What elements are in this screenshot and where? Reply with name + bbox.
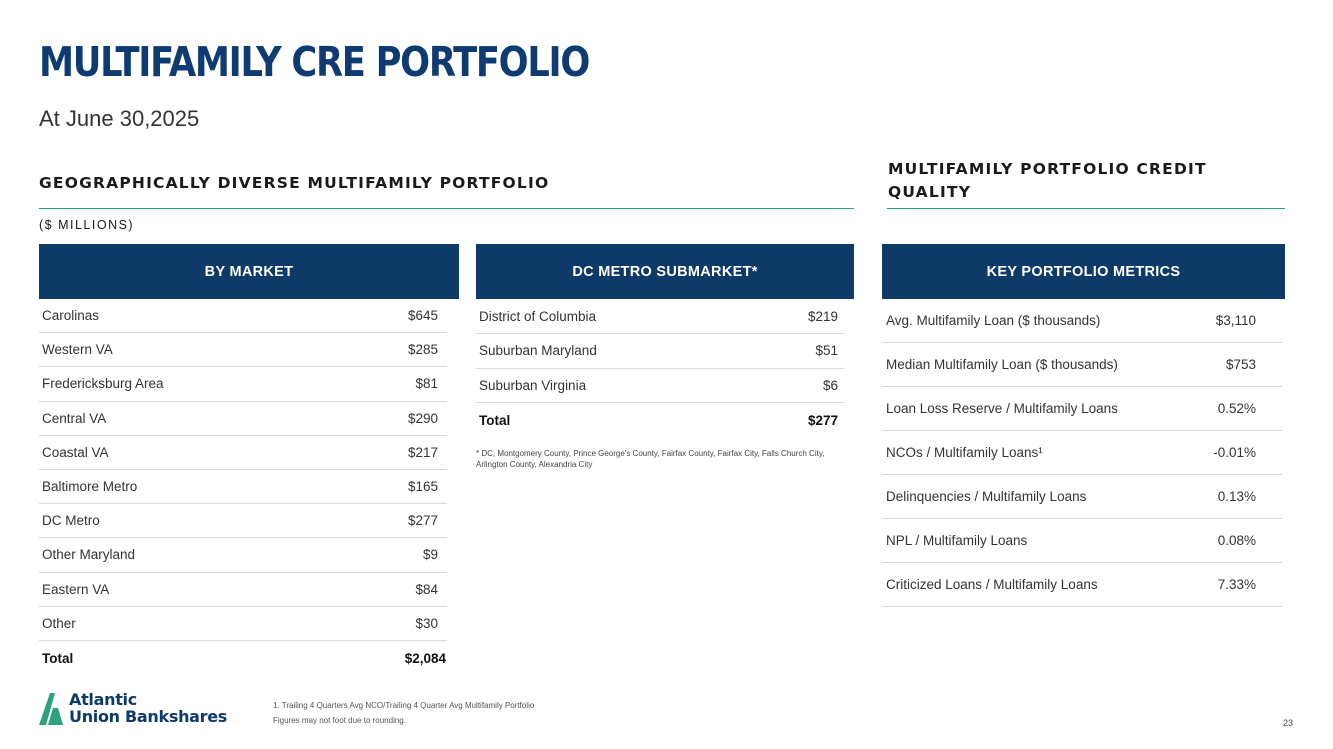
right-section-heading [888, 158, 1207, 204]
row-value: $165 [407, 479, 438, 495]
table-row [882, 519, 1282, 563]
row-label: Other [42, 615, 76, 631]
row-label: Total [42, 650, 74, 666]
footnote-rounding: Figures may not foot due to rounding. [273, 716, 406, 725]
row-label: Delinquencies / Multifamily Loans [886, 489, 1087, 504]
row-label: Fredericksburg Area [42, 376, 164, 392]
table-row [39, 402, 447, 436]
row-value: $645 [407, 308, 438, 324]
row-value: $81 [415, 376, 438, 392]
table-row [39, 436, 447, 470]
row-label: Criticized Loans / Multifamily Loans [886, 577, 1098, 592]
row-value: $51 [815, 343, 838, 359]
total-row [39, 641, 447, 675]
table-row [476, 300, 844, 334]
row-value: $9 [422, 547, 438, 563]
page-number: 23 [1282, 718, 1293, 728]
table-row [39, 333, 447, 367]
table-row [39, 470, 447, 504]
logo-text-line2: Union Bankshares [69, 707, 228, 726]
right-section-divider [887, 208, 1285, 209]
table-row [882, 343, 1282, 387]
row-value: $30 [415, 615, 438, 631]
row-value: $277 [807, 412, 838, 428]
row-value: 0.13% [1217, 489, 1256, 504]
row-value: 0.08% [1217, 533, 1256, 548]
row-value: 0.52% [1217, 401, 1256, 416]
row-value: $285 [407, 342, 438, 358]
row-label: Avg. Multifamily Loan ($ thousands) [886, 313, 1101, 328]
table-row [39, 367, 447, 401]
row-value: $84 [415, 581, 438, 597]
table-row [476, 334, 844, 368]
total-row [476, 403, 844, 437]
table-row [39, 504, 447, 538]
row-label: Baltimore Metro [42, 479, 138, 495]
table-row [476, 369, 844, 403]
key-metrics-header: KEY PORTFOLIO METRICS [882, 244, 1285, 299]
row-value: 7.33% [1217, 577, 1256, 592]
row-label: Total [479, 412, 511, 428]
company-logo [39, 691, 227, 725]
table-row [882, 563, 1282, 607]
row-value: $3,110 [1215, 313, 1256, 328]
table-row [39, 299, 447, 333]
by-market-header: BY MARKET [39, 244, 459, 299]
row-value: $2,084 [404, 650, 446, 666]
table-row [882, 299, 1282, 343]
table-row [882, 431, 1282, 475]
units-label: ($ MILLIONS) [39, 218, 135, 232]
logo-mark-icon [39, 691, 65, 725]
row-value: $277 [407, 513, 438, 529]
table-row [39, 607, 447, 641]
left-section-divider [39, 208, 854, 209]
table-row [882, 387, 1282, 431]
row-label: Suburban Virginia [479, 377, 587, 393]
row-value: -0.01% [1213, 445, 1256, 460]
row-label: Loan Loss Reserve / Multifamily Loans [886, 401, 1118, 416]
row-label: Central VA [42, 410, 107, 426]
table-row [39, 538, 447, 572]
right-section-heading-line1: MULTIFAMILY PORTFOLIO CREDIT [888, 160, 1207, 178]
row-label: Eastern VA [42, 581, 110, 597]
footnote-ncos: 1. Trailing 4 Quarters Avg NCO/Trailing 4 Quarter Avg Multifamily Portfolio [273, 701, 535, 710]
row-label: Western VA [42, 342, 113, 358]
row-value: $290 [407, 410, 438, 426]
row-label: Other Maryland [42, 547, 136, 563]
row-label: District of Columbia [479, 309, 597, 325]
dc-submarket-header: DC METRO SUBMARKET* [476, 244, 854, 299]
right-section-heading-line2: QUALITY [888, 183, 972, 201]
page-subtitle: At June 30,2025 [39, 106, 200, 131]
page-title: MULTIFAMILY CRE PORTFOLIO [39, 38, 590, 86]
row-label: Coastal VA [42, 444, 109, 460]
row-label: DC Metro [42, 513, 100, 529]
row-label: Carolinas [42, 308, 100, 324]
row-value: $217 [407, 444, 438, 460]
dc-submarket-footnote: * DC, Montgomery County, Prince George's County, Fairfax County, Fairfax City, Falls Church City, Arlington County, Alexandria City [476, 449, 825, 469]
row-label: Median Multifamily Loan ($ thousands) [886, 357, 1118, 372]
row-label: NPL / Multifamily Loans [886, 533, 1028, 548]
row-value: $753 [1225, 357, 1256, 372]
row-value: $219 [807, 309, 838, 325]
row-value: $6 [822, 377, 838, 393]
table-row [882, 475, 1282, 519]
logo-text-line1: Atlantic [69, 690, 137, 709]
table-row [39, 573, 447, 607]
row-label: Suburban Maryland [479, 343, 597, 359]
left-section-heading: GEOGRAPHICALLY DIVERSE MULTIFAMILY PORTFOLIO [39, 174, 550, 192]
row-label: NCOs / Multifamily Loans¹ [886, 445, 1043, 460]
